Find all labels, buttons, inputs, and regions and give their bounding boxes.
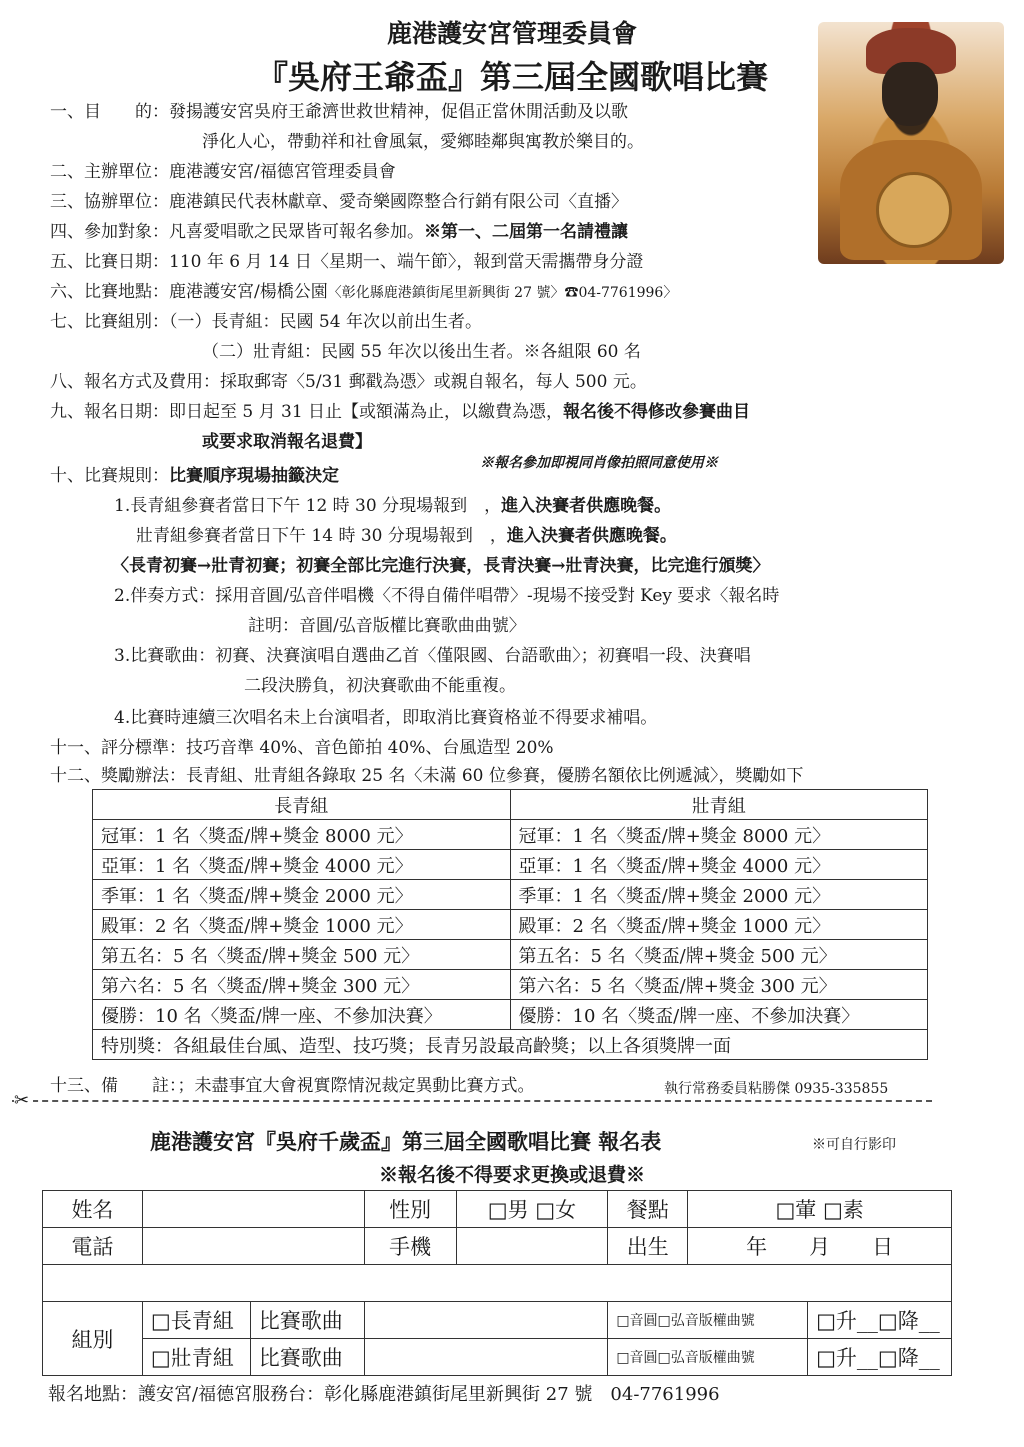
eligibility-text: 四、參加對象：凡喜愛唱歌之民眾皆可報名參加。	[50, 222, 424, 242]
table-cell: 優勝：10 名〈獎盃/牌一座、不參加決賽〉	[510, 1000, 928, 1030]
section-remarks: 十三、備 註：；未盡事宜大會視實際情況裁定異動比賽方式。	[50, 1076, 535, 1096]
copy-note: ※可自行影印	[812, 1137, 896, 1153]
cut-line	[12, 1100, 932, 1102]
committee-contact: 執行常務委員粘勝傑 0935-335855	[664, 1081, 889, 1097]
registration-date-text: 九、報名日期：即日起至 5 月 31 日止【或額滿為止，以繳費為憑，	[50, 402, 564, 422]
registration-form	[42, 1190, 952, 1376]
name-label: 姓名	[43, 1191, 143, 1228]
section-date: 五、比賽日期：110 年 6 月 14 日〈星期一、端午節〉，報到當天需攜帶身分證	[50, 252, 644, 272]
rule-1-senior-text: 1.長青組參賽者當日下午 12 時 30 分現場報到 ，	[114, 496, 502, 516]
table-row	[93, 1000, 928, 1030]
table-cell: 第五名：5 名〈獎盃/牌+獎金 500 元〉	[510, 940, 928, 970]
rules-label: 十、比賽規則：	[50, 466, 169, 486]
rule-3-songs: 3.比賽歌曲：初賽、決賽演唱自選曲乙首〈僅限國、台語歌曲〉；初賽唱一段、決賽唱	[114, 646, 751, 666]
gender-label: 性別	[364, 1191, 456, 1228]
birth-field[interactable]: 年 月 日	[688, 1228, 952, 1265]
section-purpose: 一、目 的：發揚護安宮吳府王爺濟世救世精神，促倡正當休閒活動及以歌	[50, 102, 628, 122]
table-cell: 優勝：10 名〈獎盃/牌一座、不參加決賽〉	[93, 1000, 511, 1030]
section-registration-date	[50, 398, 750, 426]
rule-1-senior	[114, 492, 671, 520]
birth-label: 出生	[608, 1228, 688, 1265]
table-row	[93, 1030, 928, 1060]
meal-checkboxes[interactable]: □葷 □素	[688, 1191, 952, 1228]
section-groups: 七、比賽組別：（一）長青組：民國 54 年次以前出生者。	[50, 312, 482, 332]
key-adjust-field[interactable]: □升__□降__	[808, 1339, 952, 1376]
table-row	[93, 910, 928, 940]
blank-field[interactable]	[43, 1265, 952, 1302]
registration-location: 報名地點：護安宮/福德宮服務台：彰化縣鹿港鎮街尾里新興街 27 號 04-7761996	[48, 1384, 720, 1405]
song-label: 比賽歌曲	[250, 1302, 364, 1339]
section-host: 二、主辦單位：鹿港護安宮/福德宮管理委員會	[50, 162, 396, 182]
registration-date-cont: 或要求取消報名退費】	[202, 432, 372, 452]
page-title: 『吳府王爺盃』第三屆全國歌唱比賽	[255, 58, 768, 96]
table-cell: 第五名：5 名〈獎盃/牌+獎金 500 元〉	[93, 940, 511, 970]
table-cell: 季軍：1 名〈獎盃/牌+獎金 2000 元〉	[510, 880, 928, 910]
table-cell: 第六名：5 名〈獎盃/牌+獎金 300 元〉	[93, 970, 511, 1000]
mobile-field[interactable]	[456, 1228, 608, 1265]
no-refund-warning: ※報名後不得要求更換或退費※	[378, 1164, 645, 1186]
song-source-checkbox[interactable]: □音圓□弘音版權曲號	[608, 1339, 808, 1376]
table-row	[93, 940, 928, 970]
table-cell: 亞軍：1 名〈獎盃/牌+獎金 4000 元〉	[93, 850, 511, 880]
rule-2-accompaniment: 2.伴奏方式：採用音圓/弘音伴唱機〈不得自備伴唱帶〉-現場不接受對 Key 要求〈報名時	[114, 586, 780, 606]
gender-checkboxes[interactable]: □男 □女	[456, 1191, 608, 1228]
venue-address: 〈彰化縣鹿港鎮街尾里新興街 27 號〉☎04-7761996〉	[327, 285, 678, 301]
table-cell: 殿軍：2 名〈獎盃/牌+獎金 1000 元〉	[510, 910, 928, 940]
group-youth-checkbox[interactable]: □壯青組	[142, 1339, 250, 1376]
group-label: 組別	[43, 1302, 143, 1376]
form-row-phone	[43, 1228, 952, 1265]
rule-1-youth	[136, 522, 677, 550]
table-cell: 冠軍：1 名〈獎盃/牌+獎金 8000 元〉	[93, 820, 511, 850]
rule-3-cont: 二段決勝負，初決賽歌曲不能重複。	[244, 676, 516, 696]
phone-label: 電話	[43, 1228, 143, 1265]
mobile-label: 手機	[364, 1228, 456, 1265]
meal-label: 餐點	[608, 1191, 688, 1228]
eligibility-note: ※第一、二屆第一名請禮讓	[424, 222, 628, 242]
registration-date-bold: 報名後不得修改參賽曲目	[563, 402, 751, 422]
section-cohost: 三、協辦單位：鹿港鎮民代表林獻章、愛奇樂國際整合行銷有限公司〈直播〉	[50, 192, 628, 212]
phone-field[interactable]	[142, 1228, 364, 1265]
venue-text: 六、比賽地點：鹿港護安宮/楊橋公園	[50, 282, 328, 302]
photo-consent-note: ※報名參加即視同肖像拍照同意使用※	[480, 455, 718, 471]
rule-1-youth-text: 壯青組參賽者當日下午 14 時 30 分現場報到 ，	[136, 526, 507, 546]
section-rules	[50, 462, 339, 490]
section-registration-method: 八、報名方式及費用：採取郵寄〈5/31 郵戳為憑〉或親自報名，每人 500 元。	[50, 372, 647, 392]
rule-2-cont: 註明：音圓/弘音版權比賽歌曲曲號〉	[248, 616, 526, 636]
song-field[interactable]	[364, 1302, 608, 1339]
rules-draw: 比賽順序現場抽籤決定	[169, 466, 339, 486]
group-senior-checkbox[interactable]: □長青組	[142, 1302, 250, 1339]
awards-header-youth: 壯青組	[510, 790, 928, 820]
section-awards: 十二、獎勵辦法：長青組、壯青組各錄取 25 名〈未滿 60 位參賽，優勝名額依比例遞減〉，獎勵如下	[50, 766, 804, 786]
rule-1-youth-dinner: 進入決賽者供應晚餐。	[506, 526, 677, 546]
form-row-group-senior	[43, 1302, 952, 1339]
table-cell: 亞軍：1 名〈獎盃/牌+獎金 4000 元〉	[510, 850, 928, 880]
section-groups-2: （二）壯青組：民國 55 年次以後出生者。※各組限 60 名	[202, 342, 641, 362]
form-row-blank	[43, 1265, 952, 1302]
registration-form-title: 鹿港護安宮『吳府千歲盃』第三屆全國歌唱比賽 報名表	[150, 1129, 662, 1154]
table-cell: 季軍：1 名〈獎盃/牌+獎金 2000 元〉	[93, 880, 511, 910]
song-label: 比賽歌曲	[250, 1339, 364, 1376]
organizer-heading: 鹿港護安宮管理委員會	[386, 19, 637, 48]
section-scoring: 十一、評分標準：技巧音準 40%、音色節拍 40%、台風造型 20%	[50, 738, 554, 758]
special-award-cell: 特別獎：各組最佳台風、造型、技巧獎；長青另設最高齡獎；以上各須獎牌一面	[93, 1030, 928, 1060]
table-row	[93, 850, 928, 880]
form-row-group-youth	[43, 1339, 952, 1376]
song-source-checkbox[interactable]: □音圓□弘音版權曲號	[608, 1302, 808, 1339]
scissors-icon: ✂	[14, 1090, 33, 1111]
table-cell: 殿軍：2 名〈獎盃/牌+獎金 1000 元〉	[93, 910, 511, 940]
form-row-name	[43, 1191, 952, 1228]
rule-1-senior-dinner: 進入決賽者供應晚餐。	[501, 496, 672, 516]
song-field[interactable]	[364, 1339, 608, 1376]
table-row	[93, 880, 928, 910]
table-row	[93, 820, 928, 850]
table-cell: 冠軍：1 名〈獎盃/牌+獎金 8000 元〉	[510, 820, 928, 850]
section-eligibility	[50, 218, 628, 246]
awards-header-row	[93, 790, 928, 820]
section-purpose-cont: 淨化人心，帶動祥和社會風氣，愛鄉睦鄰與寓教於樂目的。	[202, 132, 644, 152]
awards-table	[92, 789, 928, 1060]
key-adjust-field[interactable]: □升__□降__	[808, 1302, 952, 1339]
deity-statue-image	[818, 22, 1004, 264]
rule-4-no-show: 4.比賽時連續三次唱名未上台演唱者，即取消比賽資格並不得要求補唱。	[114, 708, 658, 728]
table-row	[93, 970, 928, 1000]
rule-1-order: 〈長青初賽→壯青初賽；初賽全部比完進行決賽，長青決賽→壯青決賽，比完進行頒獎〉	[112, 556, 770, 576]
section-venue	[50, 278, 677, 307]
table-cell: 第六名：5 名〈獎盃/牌+獎金 300 元〉	[510, 970, 928, 1000]
awards-header-senior: 長青組	[93, 790, 511, 820]
name-field[interactable]	[142, 1191, 364, 1228]
